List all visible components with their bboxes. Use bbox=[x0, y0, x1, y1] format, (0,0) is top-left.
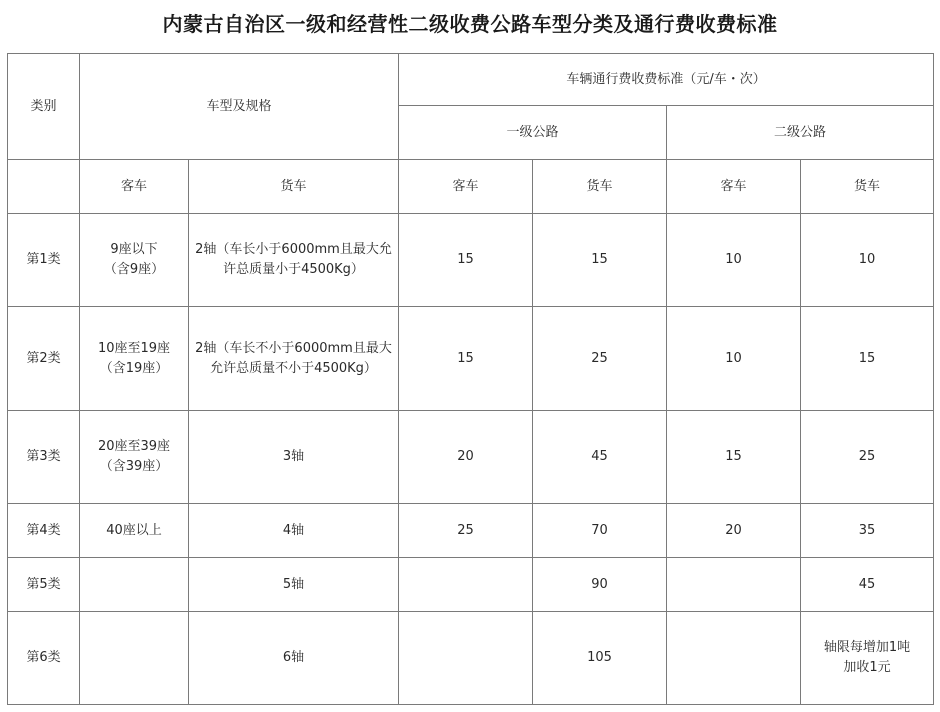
c1-truck-fee: 15 bbox=[533, 214, 667, 307]
truck-spec-cell: 5轴 bbox=[189, 558, 399, 612]
category-cell: 第4类 bbox=[8, 504, 80, 558]
category-cell: 第2类 bbox=[8, 307, 80, 411]
c1-passenger-fee bbox=[399, 612, 533, 705]
c2-truck-fee-line1: 轴限每增加1吨 bbox=[823, 640, 911, 655]
passenger-spec-line1: 20座至39座 bbox=[97, 439, 171, 454]
table-row bbox=[8, 504, 934, 558]
c2-truck-fee: 25 bbox=[801, 411, 934, 504]
passenger-spec-line1: 40座以上 bbox=[106, 522, 162, 538]
header-c1-passenger: 客车 bbox=[399, 160, 533, 214]
c1-truck-fee: 105 bbox=[533, 612, 667, 705]
truck-spec-cell: 6轴 bbox=[189, 612, 399, 705]
c1-passenger-fee bbox=[399, 558, 533, 612]
c1-passenger-fee: 20 bbox=[399, 411, 533, 504]
passenger-spec-cell bbox=[80, 411, 189, 504]
header-class2-road: 二级公路 bbox=[667, 106, 934, 160]
c2-passenger-fee: 10 bbox=[667, 214, 801, 307]
c1-truck-fee: 70 bbox=[533, 504, 667, 558]
passenger-spec-line2: （含19座） bbox=[99, 360, 169, 376]
truck-spec-cell: 2轴（车长不小于6000mm且最大允许总质量不小于4500Kg） bbox=[189, 307, 399, 411]
table-row bbox=[8, 411, 934, 504]
passenger-spec-cell bbox=[80, 612, 189, 705]
header-row-3 bbox=[8, 160, 934, 214]
c2-passenger-fee bbox=[667, 612, 801, 705]
category-cell: 第1类 bbox=[8, 214, 80, 307]
header-c2-passenger: 客车 bbox=[667, 160, 801, 214]
c2-truck-fee: 10 bbox=[801, 214, 934, 307]
c1-truck-fee: 25 bbox=[533, 307, 667, 411]
truck-spec-cell: 4轴 bbox=[189, 504, 399, 558]
header-fee-standard: 车辆通行费收费标准（元/车・次） bbox=[399, 54, 934, 106]
passenger-spec-cell bbox=[80, 504, 189, 558]
header-truck: 货车 bbox=[189, 160, 399, 214]
category-cell: 第3类 bbox=[8, 411, 80, 504]
header-passenger: 客车 bbox=[80, 160, 189, 214]
header-c2-truck: 货车 bbox=[801, 160, 934, 214]
c2-truck-fee-line2: 加收1元 bbox=[843, 660, 891, 675]
header-class1-road: 一级公路 bbox=[399, 106, 667, 160]
passenger-spec-line1: 9座以下 bbox=[110, 242, 158, 257]
header-category: 类别 bbox=[8, 54, 80, 160]
c1-truck-fee: 90 bbox=[533, 558, 667, 612]
table-row bbox=[8, 214, 934, 307]
c1-truck-fee: 45 bbox=[533, 411, 667, 504]
passenger-spec-cell bbox=[80, 214, 189, 307]
category-cell: 第6类 bbox=[8, 612, 80, 705]
c1-passenger-fee: 15 bbox=[399, 307, 533, 411]
c2-passenger-fee: 20 bbox=[667, 504, 801, 558]
c2-truck-fee: 15 bbox=[801, 307, 934, 411]
c2-passenger-fee: 10 bbox=[667, 307, 801, 411]
passenger-spec-cell bbox=[80, 558, 189, 612]
truck-spec-cell: 2轴（车长小于6000mm且最大允许总质量小于4500Kg） bbox=[189, 214, 399, 307]
c2-passenger-fee: 15 bbox=[667, 411, 801, 504]
truck-spec-cell: 3轴 bbox=[189, 411, 399, 504]
c2-passenger-fee bbox=[667, 558, 801, 612]
header-c1-truck: 货车 bbox=[533, 160, 667, 214]
category-cell: 第5类 bbox=[8, 558, 80, 612]
fee-table bbox=[7, 53, 934, 705]
c2-truck-fee: 45 bbox=[801, 558, 934, 612]
table-row bbox=[8, 558, 934, 612]
header-row-1 bbox=[8, 54, 934, 106]
table-row bbox=[8, 307, 934, 411]
c2-truck-fee: 35 bbox=[801, 504, 934, 558]
c2-truck-fee bbox=[801, 612, 934, 705]
passenger-spec-line1: 10座至19座 bbox=[97, 340, 171, 356]
passenger-spec-line2: （含39座） bbox=[99, 459, 169, 474]
c1-passenger-fee: 25 bbox=[399, 504, 533, 558]
header-vehicle-spec: 车型及规格 bbox=[80, 54, 399, 160]
passenger-spec-cell bbox=[80, 307, 189, 411]
passenger-spec-line2: （含9座） bbox=[103, 262, 165, 277]
header-blank bbox=[8, 160, 80, 214]
page-title: 内蒙古自治区一级和经营性二级收费公路车型分类及通行费收费标准 bbox=[162, 12, 778, 36]
table-row bbox=[8, 612, 934, 705]
c1-passenger-fee: 15 bbox=[399, 214, 533, 307]
